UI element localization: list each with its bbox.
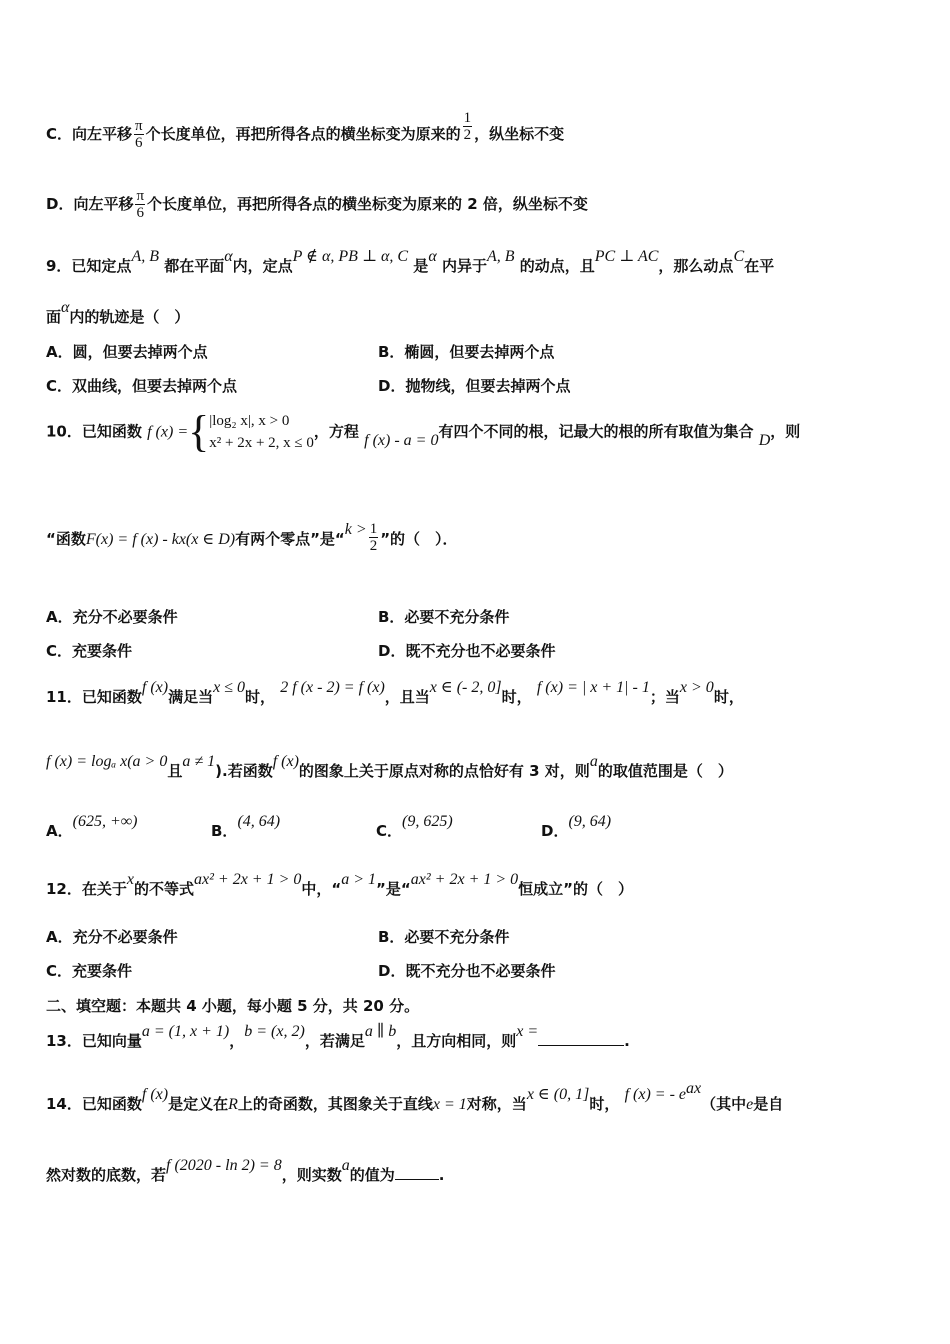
q14-stem-line2 <box>46 1157 445 1185</box>
q13-text: ， <box>229 1032 245 1050</box>
q14-text: 然对数的底数，若 <box>46 1166 167 1184</box>
q9-math: α <box>61 299 70 316</box>
frac-num: 1 <box>369 521 378 537</box>
case-2: x² + 2x + 2, x ≤ 0 <box>209 435 314 451</box>
q11-text: 且 <box>167 762 183 780</box>
q11-math: 2 f (x - 2) = f (x) <box>280 679 385 696</box>
q9-text: 面 <box>46 308 62 326</box>
q14-math: f (x) <box>141 1086 169 1103</box>
q14-math: x = 1 <box>432 1096 467 1113</box>
q11-option-a <box>46 813 138 841</box>
q10-option-c: C．充要条件 <box>46 642 133 660</box>
q9-math: C <box>733 248 745 265</box>
frac-den: 6 <box>136 205 144 221</box>
q11-text: 满足当 <box>168 688 214 706</box>
q13-text: . <box>624 1032 630 1050</box>
q11-math: a ≠ 1 <box>182 753 216 770</box>
q11-option-c <box>376 813 453 841</box>
option-value: (4, 64) <box>237 813 281 830</box>
q13-text: ，若满足 <box>304 1032 365 1050</box>
q10-math: k > <box>344 521 367 538</box>
q11-math: f (x) <box>141 679 169 696</box>
q12-math: a > 1 <box>341 871 377 888</box>
q11-text: 时， <box>501 688 532 706</box>
q13-text: 13．已知向量 <box>46 1032 142 1050</box>
q10-stem-line2 <box>46 523 458 556</box>
q10-option-b: B．必要不充分条件 <box>378 608 510 626</box>
piecewise-cases <box>209 410 314 454</box>
q11-text: 的取值范围是（ ） <box>597 762 733 780</box>
q8-c-tail: ，纵坐标不变 <box>474 125 565 143</box>
option-letter: D． <box>541 822 569 840</box>
frac-num: 1 <box>463 110 472 126</box>
pi-over-6-fraction <box>135 188 145 221</box>
q9-option-c: C．双曲线，但要去掉两个点 <box>46 377 238 395</box>
q10-text: ”的（ ）． <box>380 530 458 548</box>
q9-text: 内的轨迹是（ ） <box>69 308 190 326</box>
pi-over-6-fraction <box>134 118 144 151</box>
q14-text: 上的奇函数，其图象关于直线 <box>237 1095 433 1113</box>
q12-stem <box>46 871 634 899</box>
q11-math: a <box>589 753 598 770</box>
q11-text: 时， <box>713 688 744 706</box>
q9-math: A, B <box>486 248 515 265</box>
q11-math: x ≤ 0 <box>213 679 245 696</box>
q8-option-c <box>46 110 565 151</box>
q14-text: 14．已知函数 <box>46 1095 142 1113</box>
q14-text: 的值为 <box>349 1166 395 1184</box>
q10-option-d: D．既不充分也不必要条件 <box>378 642 556 660</box>
q8-d-label: D．向左平移 <box>46 195 134 213</box>
q12-text: 中，“ <box>301 880 342 898</box>
q14-stem-line1 <box>46 1080 784 1114</box>
q11-option-b <box>211 813 281 841</box>
one-half-fraction <box>369 521 379 554</box>
q12-text: ”是“ <box>376 880 411 898</box>
q9-text: 9．已知定点 <box>46 257 132 275</box>
q10-text: 有两个零点”是“ <box>235 530 345 548</box>
q14-text: （其中 <box>701 1095 747 1113</box>
option-value: (9, 625) <box>402 813 453 830</box>
option-value: (625, +∞) <box>72 813 138 830</box>
q11-math: f (x) <box>272 753 299 770</box>
q9-math: α <box>224 248 233 265</box>
q14-math: R <box>228 1096 238 1113</box>
q11-text: ；当 <box>649 688 680 706</box>
q12-option-c: C．充要条件 <box>46 962 133 980</box>
frac-num: π <box>135 118 143 134</box>
q13-stem <box>46 1023 630 1051</box>
q10-text: 10．已知函数 <box>46 422 142 441</box>
q14-text: . <box>438 1166 445 1184</box>
q10-stem-line1 <box>46 407 801 456</box>
case-1: |log₂ x|, x > 0 <box>209 413 290 429</box>
q14-text: 时， <box>589 1095 620 1113</box>
q13-text: ，且方向相同，则 <box>396 1032 517 1050</box>
q9-text: 的动点，且 <box>519 257 595 275</box>
q9-stem-line1 <box>46 248 775 276</box>
q10-text: 有四个不同的根，记最大的根的所有取值为集合 <box>438 422 754 441</box>
q9-math: P ∉ α, PB ⊥ α, C <box>292 248 409 265</box>
q9-text: 都在平面 <box>164 257 225 275</box>
q10-text: “函数 <box>46 530 86 548</box>
q12-text: 的不等式 <box>133 880 194 898</box>
q10-equation: f (x) - a = 0 <box>364 431 439 449</box>
q11-option-d <box>541 813 612 841</box>
answer-blank[interactable] <box>538 1031 624 1046</box>
q13-math: a ∥ b <box>364 1023 397 1040</box>
q11-text: ，且当 <box>384 688 430 706</box>
q11-stem-line1 <box>46 679 744 707</box>
q12-text: 恒成立”的（ ） <box>518 880 634 898</box>
q10-text: ，则 <box>770 422 801 441</box>
section-heading: 二、填空题：本题共 4 小题，每小题 5 分，共 20 分。 <box>46 997 420 1015</box>
q9-text: ，那么动点 <box>658 257 734 275</box>
q11-math: x > 0 <box>679 679 714 696</box>
q9-text: 内异于 <box>441 257 487 275</box>
q8-c-text: 个长度单位，再把所得各点的横坐标变为原来的 <box>145 125 461 143</box>
q9-text: 内，定点 <box>232 257 293 275</box>
q14-math: f (2020 - ln 2) = 8 <box>166 1157 282 1174</box>
q11-math: f (x) = logₐ x(a > 0 <box>46 753 168 770</box>
option-letter: C． <box>376 822 403 840</box>
q9-option-d: D．抛物线，但要去掉两个点 <box>378 377 571 395</box>
q12-option-d: D．既不充分也不必要条件 <box>378 962 556 980</box>
q11-text: 的图象上关于原点对称的点恰好有 3 对，则 <box>298 762 590 780</box>
q9-stem-line2 <box>46 299 190 327</box>
q10-function: f (x) = <box>147 423 189 441</box>
q11-text: 11．已知函数 <box>46 688 142 706</box>
q13-math: a = (1, x + 1) <box>141 1023 230 1040</box>
q12-math: ax² + 2x + 1 > 0 <box>194 871 302 888</box>
q14-text: 对称，当 <box>466 1095 527 1113</box>
q9-text: 在平 <box>744 257 775 275</box>
frac-den: 6 <box>135 135 143 151</box>
q11-math: f (x) = | x + 1| - 1 <box>536 679 650 696</box>
q13-math: x = <box>516 1023 539 1040</box>
set-d: D <box>758 431 771 449</box>
q12-option-b: B．必要不充分条件 <box>378 928 510 946</box>
brace-icon: { <box>188 407 210 456</box>
q9-math: α <box>428 248 437 265</box>
q14-text: ，则实数 <box>281 1166 342 1184</box>
q11-text: 时， <box>244 688 275 706</box>
q14-math: f (x) = - e <box>624 1086 686 1103</box>
option-letter: B． <box>211 822 238 840</box>
q14-text: 是定义在 <box>168 1095 229 1113</box>
q14-text: 是自 <box>753 1095 784 1113</box>
option-value: (9, 64) <box>568 813 612 830</box>
one-half-fraction <box>463 110 473 143</box>
q11-text: ).若函数 <box>215 762 273 780</box>
q8-option-d <box>46 188 588 221</box>
answer-blank[interactable] <box>395 1165 439 1180</box>
q14-math: a <box>341 1157 350 1174</box>
q12-math: x <box>126 871 134 888</box>
q13-math: b = (x, 2) <box>244 1023 305 1040</box>
q14-exponent: ax <box>686 1080 702 1097</box>
q10-text: ，方程 <box>313 422 359 441</box>
option-letter: A． <box>46 822 73 840</box>
q12-text: 12．在关于 <box>46 880 127 898</box>
q9-option-b: B．椭圆，但要去掉两个点 <box>378 343 555 361</box>
q12-option-a: A．充分不必要条件 <box>46 928 178 946</box>
q14-math: e <box>746 1096 754 1113</box>
q8-d-text: 个长度单位，再把所得各点的横坐标变为原来的 2 倍，纵坐标不变 <box>147 195 588 213</box>
frac-num: π <box>136 188 145 204</box>
frac-den: 2 <box>369 538 378 554</box>
q9-math: PC ⊥ AC <box>594 248 659 265</box>
q9-option-a: A．圆，但要去掉两个点 <box>46 343 208 361</box>
q10-option-a: A．充分不必要条件 <box>46 608 178 626</box>
q10-math: F(x) = f (x) - kx(x ∈ D) <box>85 531 236 548</box>
q8-c-label: C．向左平移 <box>46 125 133 143</box>
q9-math: A, B <box>131 248 159 265</box>
q14-math: x ∈ (0, 1] <box>526 1086 590 1103</box>
q9-text: 是 <box>413 257 429 275</box>
q11-math: x ∈ (- 2, 0] <box>429 679 502 696</box>
q11-stem-line2 <box>46 753 733 781</box>
q12-math: ax² + 2x + 1 > 0 <box>410 871 519 888</box>
frac-den: 2 <box>463 127 472 143</box>
